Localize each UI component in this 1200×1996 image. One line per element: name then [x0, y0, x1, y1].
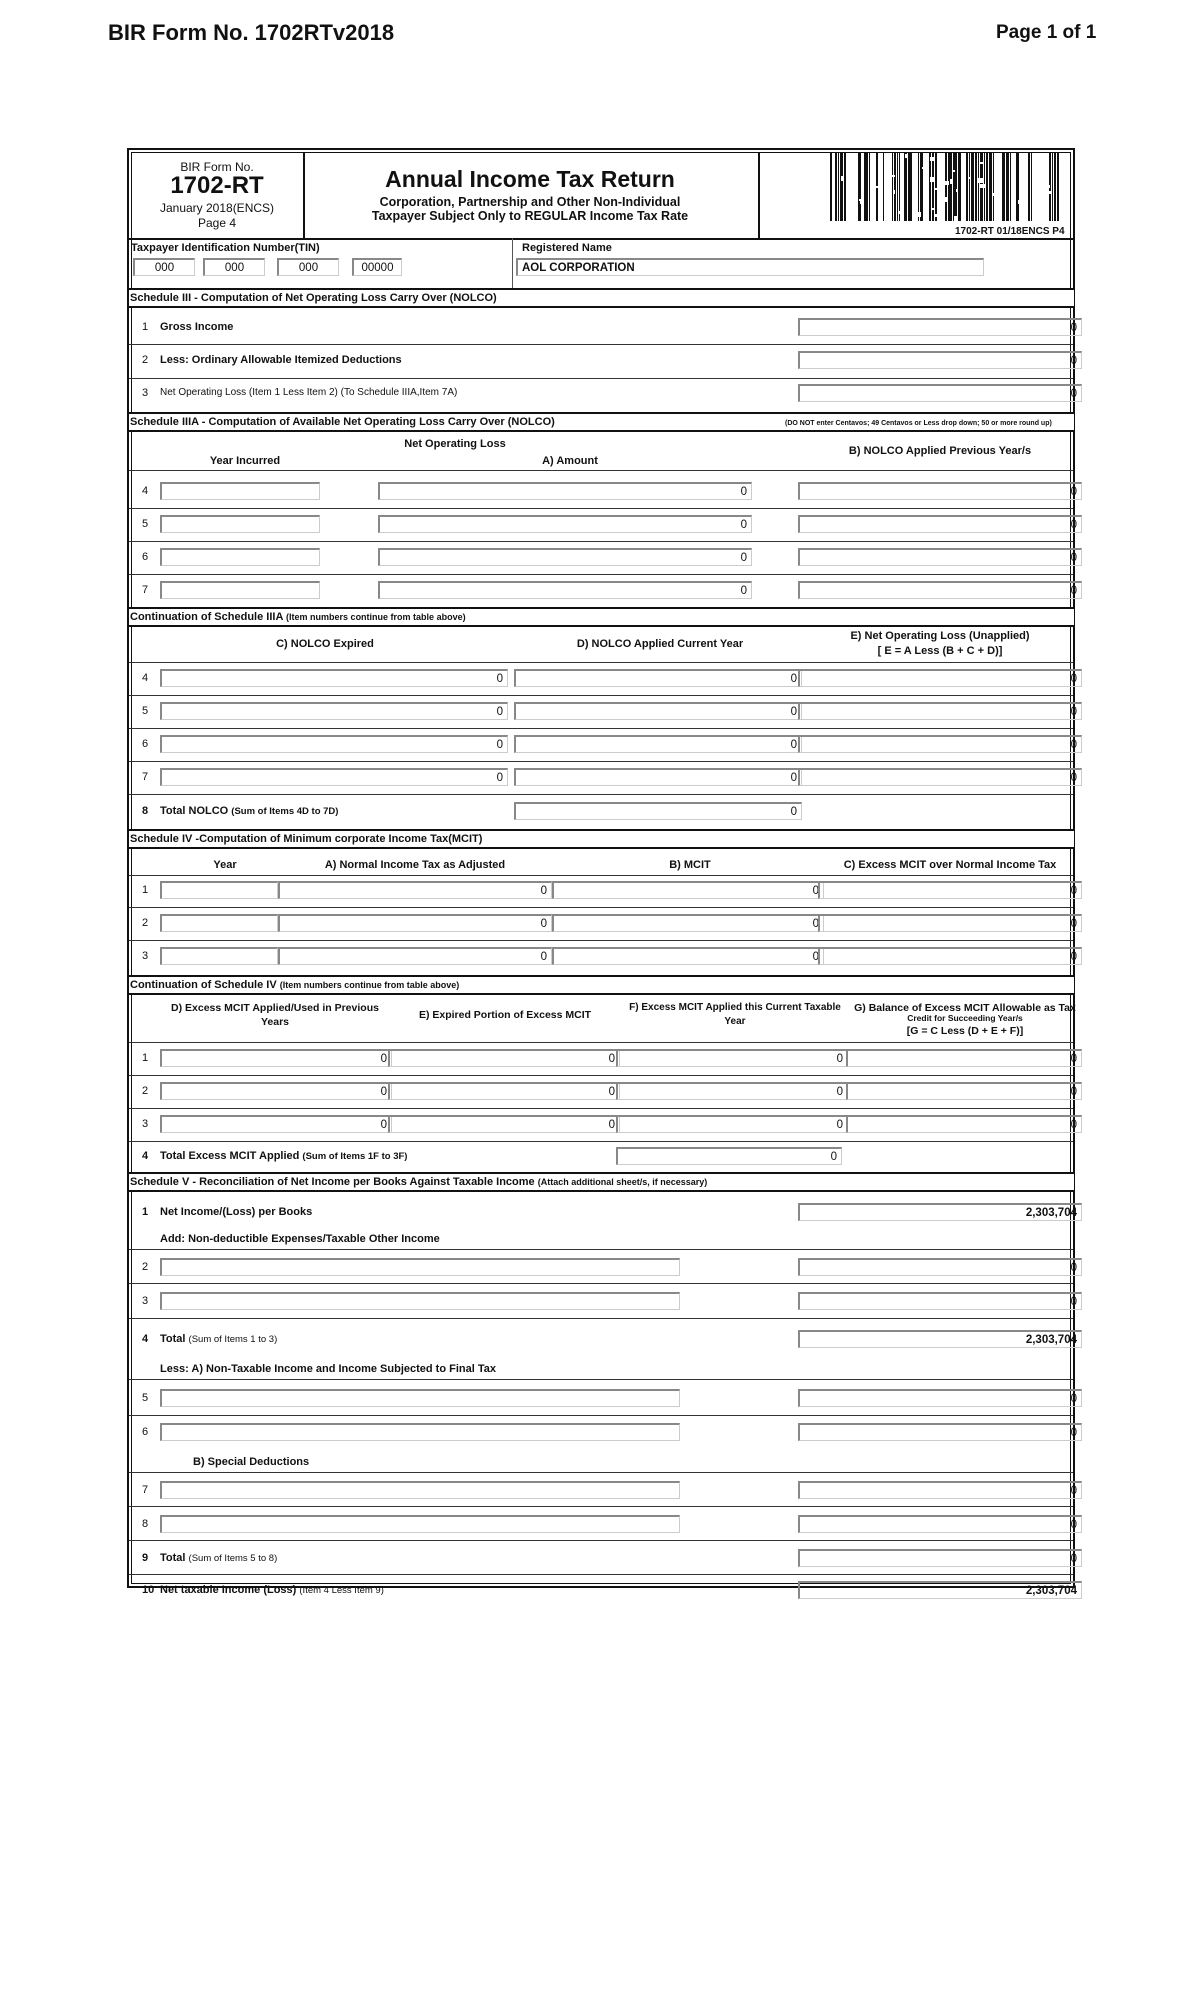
s5-item-5-amount[interactable]: 0: [798, 1389, 1082, 1407]
row-rule: [129, 541, 1073, 542]
excess-mcit-field[interactable]: 0: [818, 947, 1082, 965]
row-rule: [129, 1506, 1073, 1507]
row-num: 5: [142, 518, 149, 530]
barcode-speck: [892, 175, 895, 177]
s5-total-5-to-8[interactable]: 0: [798, 1549, 1082, 1567]
row-num: 7: [142, 771, 149, 783]
barcode-bar: [883, 153, 884, 221]
barcode-bar: [1016, 153, 1019, 221]
barcode-speck: [954, 216, 958, 221]
cont-3a-title: [129, 607, 1074, 627]
barcode-speck: [932, 208, 935, 210]
barcode-speck: [978, 178, 983, 183]
barcode-bar: [975, 153, 977, 221]
tin-part-2[interactable]: 000: [203, 258, 265, 276]
s5-item-6-num: 6: [142, 1426, 149, 1438]
total-excess-mcit-value[interactable]: 0: [616, 1147, 842, 1165]
row-num: 1: [142, 884, 149, 896]
total-nolco-num: 8: [142, 805, 149, 817]
row-rule: [129, 344, 1073, 345]
barcode-bar: [892, 153, 893, 221]
barcode-speck: [952, 170, 955, 172]
barcode-speck: [930, 177, 934, 182]
mcit-applied-current-field[interactable]: 0: [616, 1049, 848, 1067]
schedule-5-title-sub: (Attach additional sheet/s, if necessary): [537, 1177, 708, 1187]
mcit-applied-previous-field[interactable]: 0: [160, 1082, 392, 1100]
barcode-speck: [1033, 189, 1035, 191]
page-number: Page 1 of 1: [996, 22, 1097, 43]
barcode-speck: [980, 162, 984, 164]
s5-item-4-label-text: Total: [160, 1333, 186, 1345]
year-incurred-field[interactable]: [160, 515, 320, 533]
nolco-expired-field[interactable]: 0: [160, 669, 508, 687]
row-rule: [129, 794, 1073, 795]
barcode-speck: [847, 209, 849, 211]
col-nolco-expired: C) NOLCO Expired: [276, 638, 374, 650]
barcode-bar: [1052, 153, 1053, 221]
col-normal-income-tax: A) Normal Income Tax as Adjusted: [324, 859, 506, 871]
barcode-speck: [940, 169, 943, 173]
barcode-bar: [978, 153, 979, 221]
row-rule: [129, 1075, 1073, 1076]
barcode-speck: [916, 212, 921, 217]
col-e-expired-mcit: E) Expired Portion of Excess MCIT: [418, 1009, 592, 1021]
tin-part-3[interactable]: 000: [277, 258, 339, 276]
row-rule: [129, 1042, 1073, 1043]
s5-item-4-num: 4: [142, 1333, 149, 1345]
barcode-bar: [971, 153, 974, 221]
barcode-bar: [1054, 153, 1056, 221]
barcode-bar: [945, 153, 947, 221]
normal-income-tax-field[interactable]: 0: [278, 947, 552, 965]
s5-item-10-label-text: Net taxable Income (Loss): [160, 1584, 297, 1596]
s5-item-9-sub: (Sum of Items 5 to 8): [188, 1553, 278, 1564]
barcode-speck: [1048, 185, 1050, 188]
s5-item-5-description[interactable]: [160, 1389, 680, 1407]
s5-item-6-description[interactable]: [160, 1423, 680, 1441]
bir-form-no-label: BIR Form No.: [180, 160, 254, 174]
barcode-speck: [956, 189, 958, 192]
form-code: 1702-RT: [170, 172, 264, 199]
normal-income-tax-field[interactable]: 0: [278, 881, 552, 899]
s5-net-income-books[interactable]: 2,303,704: [798, 1203, 1082, 1221]
tin-part-1[interactable]: 000: [133, 258, 195, 276]
mcit-balance-field[interactable]: 0: [846, 1082, 1082, 1100]
s5-item-3-description[interactable]: [160, 1292, 680, 1310]
total-nolco-sub: (Sum of Items 4D to 7D): [231, 806, 339, 817]
nolco-applied-previous-field[interactable]: 0: [798, 548, 1082, 566]
row-rule: [129, 1283, 1073, 1284]
mcit-balance-field[interactable]: 0: [846, 1115, 1082, 1133]
row-rule: [129, 378, 1073, 379]
col-net-operating-loss: Net Operating Loss: [404, 438, 506, 450]
header-bottom-rule: [129, 238, 1073, 240]
s5-special-deductions-label: B) Special Deductions: [193, 1456, 310, 1468]
barcode-bar: [929, 153, 931, 221]
form-subtitle-2: Taxpayer Subject Only to REGULAR Income Tax Rate: [371, 209, 689, 223]
cont-4-title: [129, 975, 1074, 995]
row-rule: [129, 1318, 1073, 1319]
barcode-speck: [930, 157, 935, 161]
schedule-3a-title-text: Schedule IIIA - Computation of Available Net Operating Loss Carry Over (NOLCO): [130, 416, 555, 428]
excess-mcit-field[interactable]: 0: [818, 914, 1082, 932]
s5-item-10-sub: (Item 4 Less Item 9): [299, 1585, 384, 1596]
form-subtitle-1: Corporation, Partnership and Other Non-Individual: [379, 195, 681, 209]
nol-amount-field[interactable]: 0: [378, 515, 752, 533]
barcode-bar: [969, 153, 970, 221]
total-nolco-label: [160, 805, 338, 817]
row-rule: [129, 875, 1073, 876]
mcit-year-field[interactable]: [160, 947, 278, 965]
mcit-applied-previous-field[interactable]: 0: [160, 1049, 392, 1067]
total-nolco-value[interactable]: 0: [514, 802, 802, 820]
row-num: 4: [142, 485, 149, 497]
barcode-speck: [1019, 164, 1022, 167]
row-num: 7: [142, 584, 149, 596]
mcit-field[interactable]: 0: [552, 881, 824, 899]
barcode-bar: [904, 153, 907, 221]
col-amount: A) Amount: [542, 455, 598, 467]
barcode-speck: [899, 211, 903, 214]
schedule-5-title-text: Schedule V - Reconciliation of Net Income per Books Against Taxable Income: [130, 1176, 535, 1188]
total-excess-mcit-num: 4: [142, 1150, 149, 1162]
nolco-applied-previous-field[interactable]: 0: [798, 482, 1082, 500]
sched3-item-1-num: 1: [142, 321, 149, 333]
row-rule: [129, 1108, 1073, 1109]
row-rule: [129, 940, 1073, 941]
col-f-mcit-applied-current: F) Excess MCIT Applied this Current Taxable: [629, 1002, 841, 1013]
mcit-balance-field[interactable]: 0: [846, 1049, 1082, 1067]
nol-unapplied-field[interactable]: 0: [798, 768, 1082, 786]
s5-item-8-num: 8: [142, 1518, 149, 1530]
total-excess-mcit-label-text: Total Excess MCIT Applied: [160, 1150, 300, 1162]
s5-item-10-label: [160, 1584, 384, 1596]
s5-item-2-num: 2: [142, 1261, 149, 1273]
nol-unapplied-field[interactable]: 0: [798, 702, 1082, 720]
barcode-speck: [1032, 175, 1034, 177]
barcode-bar: [858, 153, 861, 221]
row-rule: [129, 508, 1073, 509]
s5-item-4-label: [160, 1333, 277, 1345]
year-incurred-field[interactable]: [160, 581, 320, 599]
s5-item-9-label-text: Total: [160, 1552, 186, 1564]
row-num: 4: [142, 672, 149, 684]
s5-item-7-description[interactable]: [160, 1481, 680, 1499]
mcit-year-field[interactable]: [160, 881, 278, 899]
row-num: 5: [142, 705, 149, 717]
s5-item-6-amount[interactable]: 0: [798, 1423, 1082, 1441]
mcit-applied-current-field[interactable]: 0: [616, 1082, 848, 1100]
form-page-no: Page 4: [197, 216, 237, 230]
cont-3a-title-sub: (Item numbers continue from table above): [286, 612, 466, 622]
col-d-excess-mcit-applied: D) Excess MCIT Applied/Used in Previous: [171, 1002, 379, 1014]
row-rule: [129, 1540, 1073, 1541]
barcode-speck: [950, 179, 952, 184]
s5-item-1-label: Net Income/(Loss) per Books: [160, 1206, 313, 1218]
col-g-credit: Credit for Succeeding Year/s: [907, 1013, 1023, 1023]
year-incurred-field[interactable]: [160, 482, 320, 500]
sched3-net-operating-loss[interactable]: 0: [798, 384, 1082, 402]
barcode-speck: [875, 186, 878, 188]
s5-item-4-sub: (Sum of Items 1 to 3): [188, 1334, 278, 1345]
registered-name-label: Registered Name: [522, 242, 612, 254]
barcode-speck: [1039, 192, 1044, 196]
s5-item-3-num: 3: [142, 1295, 149, 1307]
col-nolco-applied-current: D) NOLCO Applied Current Year: [576, 638, 744, 650]
nol-unapplied-field[interactable]: 0: [798, 669, 1082, 687]
sched3-item-1-label: Gross Income: [160, 321, 234, 333]
nolco-expired-field[interactable]: 0: [160, 735, 508, 753]
barcode-bar: [899, 153, 900, 221]
sched3-item-3-num: 3: [142, 387, 149, 399]
form-title: Annual Income Tax Return: [385, 166, 675, 192]
cont-4-title-sub: (Item numbers continue from table above): [279, 980, 460, 990]
row-rule: [129, 574, 1073, 575]
page-form-id: BIR Form No. 1702RTv2018: [108, 20, 395, 45]
row-rule: [129, 470, 1073, 471]
barcode-bar: [869, 153, 870, 221]
sched3-item-3-label: Net Operating Loss (Item 1 Less Item 2) (To Schedule IIIA,Item 7A): [160, 387, 458, 398]
tin-name-divider: [512, 238, 513, 290]
expired-mcit-field[interactable]: 0: [388, 1115, 620, 1133]
col-g-formula: [G = C Less (D + E + F)]: [906, 1025, 1024, 1037]
s5-item-9-label: [160, 1552, 277, 1564]
col-g-balance-mcit: G) Balance of Excess MCIT Allowable as Tax: [854, 1002, 1076, 1014]
row-num: 2: [142, 1085, 149, 1097]
tin-part-4[interactable]: 00000: [352, 258, 402, 276]
barcode-bar: [993, 153, 994, 221]
nolco-applied-current-field[interactable]: 0: [514, 768, 802, 786]
barcode-bar: [989, 153, 992, 221]
barcode-bar: [935, 153, 937, 221]
barcode-bar: [932, 153, 934, 221]
s5-item-5-num: 5: [142, 1392, 149, 1404]
row-rule: [129, 1249, 1073, 1250]
sched3-item-2-num: 2: [142, 354, 149, 366]
barcode-bar: [958, 153, 961, 221]
s5-net-taxable-income[interactable]: 2,303,704: [798, 1581, 1082, 1599]
col-year-incurred: Year Incurred: [209, 455, 281, 467]
row-num: 3: [142, 1118, 149, 1130]
nolco-applied-current-field[interactable]: 0: [514, 735, 802, 753]
row-rule: [129, 1472, 1073, 1473]
nolco-applied-previous-field[interactable]: 0: [798, 581, 1082, 599]
barcode-speck: [980, 184, 985, 188]
barcode-bar: [908, 153, 912, 221]
col-year: Year: [213, 859, 237, 871]
year-incurred-field[interactable]: [160, 548, 320, 566]
barcode-bar: [838, 153, 839, 221]
barcode-bar: [920, 153, 923, 221]
mcit-field[interactable]: 0: [552, 947, 824, 965]
sched3-item-2-label: Less: Ordinary Allowable Itemized Deductions: [160, 354, 402, 366]
s5-item-10-num: 10: [142, 1584, 155, 1596]
row-rule: [129, 695, 1073, 696]
s5-item-8-amount[interactable]: 0: [798, 1515, 1082, 1533]
barcode-bar: [1010, 153, 1011, 221]
mcit-applied-previous-field[interactable]: 0: [160, 1115, 392, 1133]
row-rule: [129, 1379, 1073, 1380]
row-rule: [129, 907, 1073, 908]
barcode-speck: [934, 188, 939, 190]
col-nol-unapplied: E) Net Operating Loss (Unapplied): [850, 630, 1030, 642]
row-rule: [129, 662, 1073, 663]
col-mcit: B) MCIT: [669, 859, 711, 871]
barcode-bar: [835, 153, 837, 221]
row-rule: [129, 1574, 1073, 1575]
nol-amount-field[interactable]: 0: [378, 548, 752, 566]
nolco-expired-field[interactable]: 0: [160, 702, 508, 720]
s5-total-1-to-3[interactable]: 2,303,704: [798, 1330, 1082, 1348]
barcode-bar: [948, 153, 952, 221]
form-edition: January 2018(ENCS): [159, 201, 275, 215]
barcode-speck: [905, 154, 907, 158]
sched3-itemized-deductions[interactable]: 0: [798, 351, 1082, 369]
barcode-speck: [944, 181, 949, 185]
barcode-bar: [830, 153, 832, 221]
s5-item-3-amount[interactable]: 0: [798, 1292, 1082, 1310]
barcode-speck: [943, 197, 948, 202]
barcode-bar: [966, 153, 968, 221]
barcode-bar: [1031, 153, 1032, 221]
barcode-bar: [897, 153, 898, 221]
expired-mcit-field[interactable]: 0: [388, 1049, 620, 1067]
barcode-bar: [864, 153, 868, 221]
barcode-bar: [894, 153, 896, 221]
row-num: 3: [142, 950, 149, 962]
barcode-speck: [872, 172, 874, 176]
registered-name-field[interactable]: AOL CORPORATION: [516, 258, 984, 276]
nolco-applied-current-field[interactable]: 0: [514, 702, 802, 720]
row-num: 2: [142, 917, 149, 929]
schedule-3a-note: (DO NOT enter Centavos; 49 Centavos or Less drop down; 50 or more round up): [785, 420, 1052, 427]
nolco-applied-current-field[interactable]: 0: [514, 669, 802, 687]
s5-item-1-num: 1: [142, 1206, 149, 1218]
barcode-speck: [996, 184, 998, 188]
cont-3a-title-text: Continuation of Schedule IIIA: [130, 611, 283, 623]
mcit-field[interactable]: 0: [552, 914, 824, 932]
total-excess-mcit-sub: (Sum of Items 1F to 3F): [302, 1151, 408, 1162]
nolco-applied-previous-field[interactable]: 0: [798, 515, 1082, 533]
normal-income-tax-field[interactable]: 0: [278, 914, 552, 932]
row-rule: [129, 1141, 1073, 1142]
barcode-code: 1702-RT 01/18ENCS P4: [955, 226, 1065, 237]
row-num: 6: [142, 551, 149, 563]
nolco-expired-field[interactable]: 0: [160, 768, 508, 786]
barcode-speck: [1032, 213, 1035, 218]
barcode-speck: [841, 176, 844, 181]
s5-item-9-num: 9: [142, 1552, 149, 1564]
schedule-3-title: Schedule III - Computation of Net Operating Loss Carry Over (NOLCO): [129, 288, 1074, 308]
barcode-bar: [840, 153, 843, 221]
schedule-5-title: [129, 1172, 1074, 1192]
barcode-bar: [1028, 153, 1030, 221]
s5-item-8-description[interactable]: [160, 1515, 680, 1533]
mcit-applied-current-field[interactable]: 0: [616, 1115, 848, 1133]
row-rule: [129, 761, 1073, 762]
barcode-speck: [860, 199, 864, 204]
s5-less-label: Less: A) Non-Taxable Income and Income Subjected to Final Tax: [160, 1363, 496, 1375]
col-nol-unapplied-formula: [ E = A Less (B + C + D)]: [877, 645, 1003, 657]
barcode-bar: [918, 153, 919, 221]
row-num: 1: [142, 1052, 149, 1064]
barcode-bar: [844, 153, 846, 221]
sched3-gross-income[interactable]: 0: [798, 318, 1082, 336]
expired-mcit-field[interactable]: 0: [388, 1082, 620, 1100]
col-f-year: Year: [724, 1016, 746, 1027]
schedule-4-title: Schedule IV -Computation of Minimum corporate Income Tax(MCIT): [129, 829, 1074, 849]
barcode-bar: [986, 153, 988, 221]
barcode-speck: [893, 190, 895, 194]
row-rule: [129, 728, 1073, 729]
col-nolco-applied-previous: B) NOLCO Applied Previous Year/s: [848, 445, 1032, 457]
total-nolco-label-text: Total NOLCO: [160, 805, 229, 817]
s5-item-7-num: 7: [142, 1484, 149, 1496]
row-rule: [129, 1415, 1073, 1416]
s5-add-label: Add: Non-deductible Expenses/Taxable Other Income: [160, 1233, 440, 1245]
col-excess-mcit: C) Excess MCIT over Normal Income Tax: [843, 859, 1057, 871]
row-num: 6: [142, 738, 149, 750]
cont-4-title-text: Continuation of Schedule IV: [130, 979, 277, 991]
mcit-year-field[interactable]: [160, 914, 278, 932]
s5-item-2-description[interactable]: [160, 1258, 680, 1276]
barcode-speck: [1018, 200, 1022, 204]
excess-mcit-field[interactable]: 0: [818, 881, 1082, 899]
barcode-speck: [1012, 179, 1014, 181]
nol-amount-field[interactable]: 0: [378, 581, 752, 599]
barcode-bar: [1002, 153, 1005, 221]
barcode-speck: [871, 195, 873, 199]
tin-label: Taxpayer Identification Number(TIN): [131, 242, 320, 254]
barcode-speck: [922, 167, 925, 169]
header-divider: [758, 152, 760, 238]
barcode-speck: [934, 214, 939, 217]
barcode-bar: [953, 153, 957, 221]
barcode-bar: [1057, 153, 1059, 221]
barcode-speck: [993, 193, 996, 196]
barcode-bar: [1006, 153, 1009, 221]
barcode-speck: [969, 177, 971, 179]
barcode: [830, 153, 1062, 223]
barcode-speck: [1049, 191, 1052, 194]
s5-item-7-amount[interactable]: 0: [798, 1481, 1082, 1499]
col-d-years: Years: [260, 1016, 290, 1028]
s5-item-2-amount[interactable]: 0: [798, 1258, 1082, 1276]
total-excess-mcit-label: [160, 1150, 407, 1162]
nol-amount-field[interactable]: 0: [378, 482, 752, 500]
nol-unapplied-field[interactable]: 0: [798, 735, 1082, 753]
